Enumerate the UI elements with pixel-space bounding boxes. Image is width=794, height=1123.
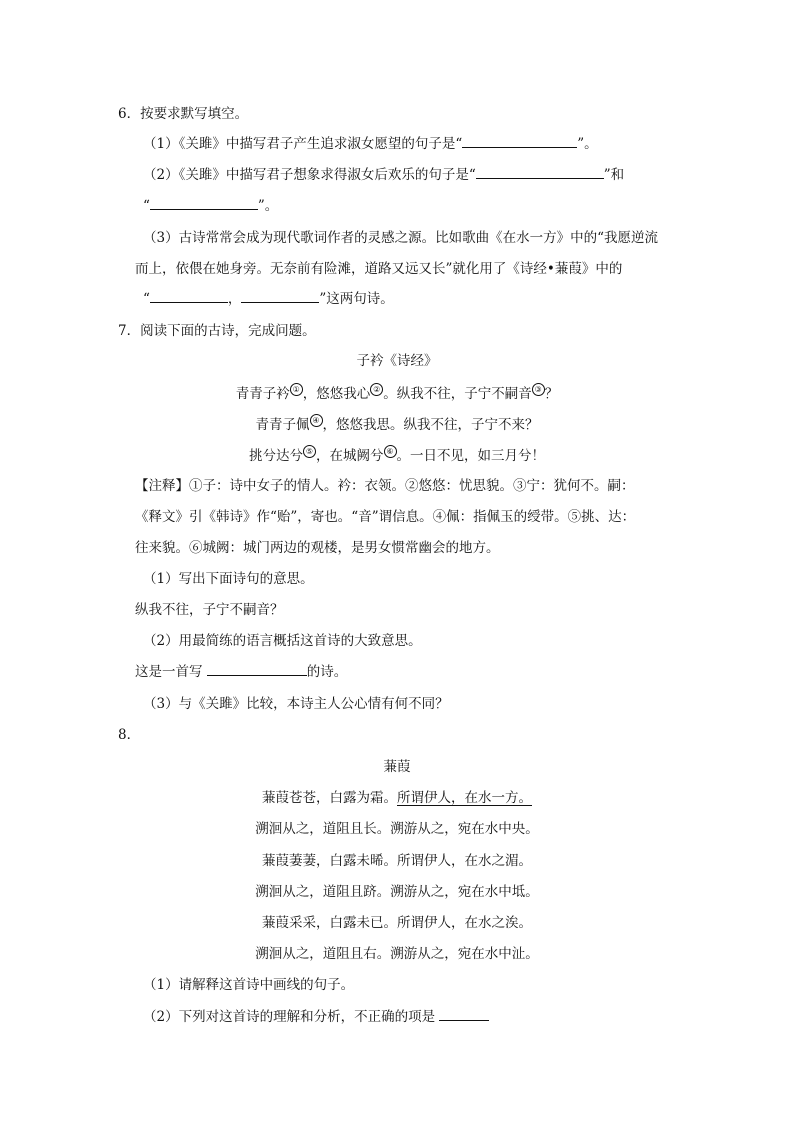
q7-note-line1: 【注释】①子：诗中女子的情人。衿：衣领。②悠悠：忧思貌。③宁：犹何不。嗣：	[135, 478, 635, 494]
q8-line1-underlined: 所谓伊人，在水一方。	[397, 790, 532, 806]
q8-poem-line5: 蒹葭采采，白露未已。所谓伊人，在水之涘。	[262, 915, 532, 931]
q8-poem-line4: 溯洄从之，道阻且跻。溯游从之，宛在水中坻。	[255, 884, 539, 900]
q7-note-line2: 《释文》引《韩诗》作“贻”，寄也。“音”谓信息。④佩：指佩玉的绶带。⑤挑、达：	[135, 509, 636, 525]
q6-part2-and: ”和	[603, 167, 625, 183]
q7-poem-title: 子衿《诗经》	[356, 353, 438, 369]
q7-line2-seg2: ，悠悠我思。纵我不往，子宁不来？	[322, 417, 539, 433]
q8-poem-line2: 溯洄从之，道阻且长。溯游从之，宛在水中央。	[255, 821, 539, 837]
q7-sub2: （2）用最简练的语言概括这首诗的大致意思。	[143, 633, 422, 649]
q7-poem-line2	[0, 414, 794, 434]
q7-title: 7．阅读下面的古诗，完成问题。	[118, 323, 316, 339]
note-mark-6: ⑥	[384, 445, 397, 458]
q7-poem-line1	[0, 383, 794, 403]
q7-line3-seg1: 挑兮达兮	[249, 448, 303, 464]
q6-part3-line2: 而上，依偎在她身旁。无奈前有险滩，道路又远又长”就化用了《诗经•蒹葭》中的	[135, 261, 623, 277]
q8-line1-plain: 蒹葭苍苍，白露为霜。	[262, 790, 397, 806]
q6-part1-end: ”。	[577, 136, 598, 152]
q7-sub2-answer	[135, 663, 347, 681]
q6-part3-open-quote: “	[143, 291, 150, 307]
q6-part1	[143, 135, 598, 153]
q6-part3-line1: （3）古诗常常会成为现代歌词作者的灵感之源。比如歌曲《在水一方》中的“我愿逆流	[143, 230, 658, 246]
q6-part3-blank2[interactable]	[241, 290, 319, 303]
q7-line3-seg3: 。一日不见，如三月兮！	[396, 448, 545, 464]
q7-line3-seg2: ，在城阙兮	[316, 448, 384, 464]
q7-line1-seg1: 青青子衿	[235, 386, 290, 402]
q7-line1-end: ？	[544, 386, 559, 402]
q7-sub3: （3）与《关雎》比较，本诗主人公心情有何不同？	[143, 696, 449, 712]
q6-part3-line3	[143, 290, 394, 308]
q6-part3-blank1[interactable]	[150, 290, 228, 303]
q6-part2-blank2[interactable]	[150, 197, 258, 210]
q7-line1-seg3: 。纵我不往，子宁不嗣音	[383, 386, 532, 402]
q7-line2-seg1: 青青子佩	[255, 417, 310, 433]
q6-part2-cont	[143, 197, 278, 215]
note-mark-2: ②	[370, 383, 383, 396]
q8-sub2-text: （2）下列对这首诗的理解和分析，不正确的项是	[143, 1009, 436, 1025]
note-mark-3: ③	[532, 383, 545, 396]
q7-line1-seg2: ，悠悠我心	[302, 386, 371, 402]
q6-part1-blank[interactable]	[462, 135, 577, 148]
q8-sub2	[143, 1008, 489, 1026]
q6-title: 6．按要求默写填空。	[118, 106, 249, 122]
q8-sub1: （1）请解释这首诗中画线的句子。	[143, 977, 355, 993]
note-mark-1: ①	[290, 383, 303, 396]
q8-poem-line3: 蒹葭萋萋，白露未晞。所谓伊人，在水之湄。	[262, 853, 532, 869]
q6-part2-text: （2）《关雎》中描写君子想象求得淑女后欢乐的句子是“	[143, 167, 476, 183]
q7-sub2-blank[interactable]	[207, 663, 307, 676]
q6-part2-blank1[interactable]	[476, 166, 604, 179]
q8-poem-line1	[0, 789, 794, 807]
q8-poem-title: 蒹葭	[383, 759, 411, 775]
q7-sub1: （1）写出下面诗句的意思。	[143, 571, 314, 587]
q6-part3-comma: ，	[227, 291, 242, 307]
q6-part2-end: ”。	[257, 198, 279, 214]
q7-poem-line3	[0, 445, 794, 465]
q6-part2-open-quote: “	[143, 198, 150, 214]
q8-poem-line6: 溯洄从之，道阻且右。溯游从之，宛在水中沚。	[255, 946, 539, 962]
note-mark-4: ④	[310, 414, 323, 427]
q6-part2	[143, 166, 624, 184]
q8-number: 8．	[118, 727, 141, 743]
q6-part1-text: （1）《关雎》中描写君子产生追求淑女愿望的句子是“	[143, 136, 463, 152]
q6-part3-end: ”这两句诗。	[319, 291, 394, 307]
q7-sub1-line: 纵我不往，子宁不嗣音？	[135, 602, 284, 618]
q7-sub2-prefix: 这是一首写	[135, 664, 203, 680]
q8-sub2-blank[interactable]	[439, 1008, 489, 1021]
q7-note-line3: 往来貌。⑥城阙：城门两边的观楼，是男女惯常幽会的地方。	[135, 540, 500, 556]
note-mark-5: ⑤	[303, 445, 316, 458]
q7-sub2-suffix: 的诗。	[306, 664, 348, 680]
